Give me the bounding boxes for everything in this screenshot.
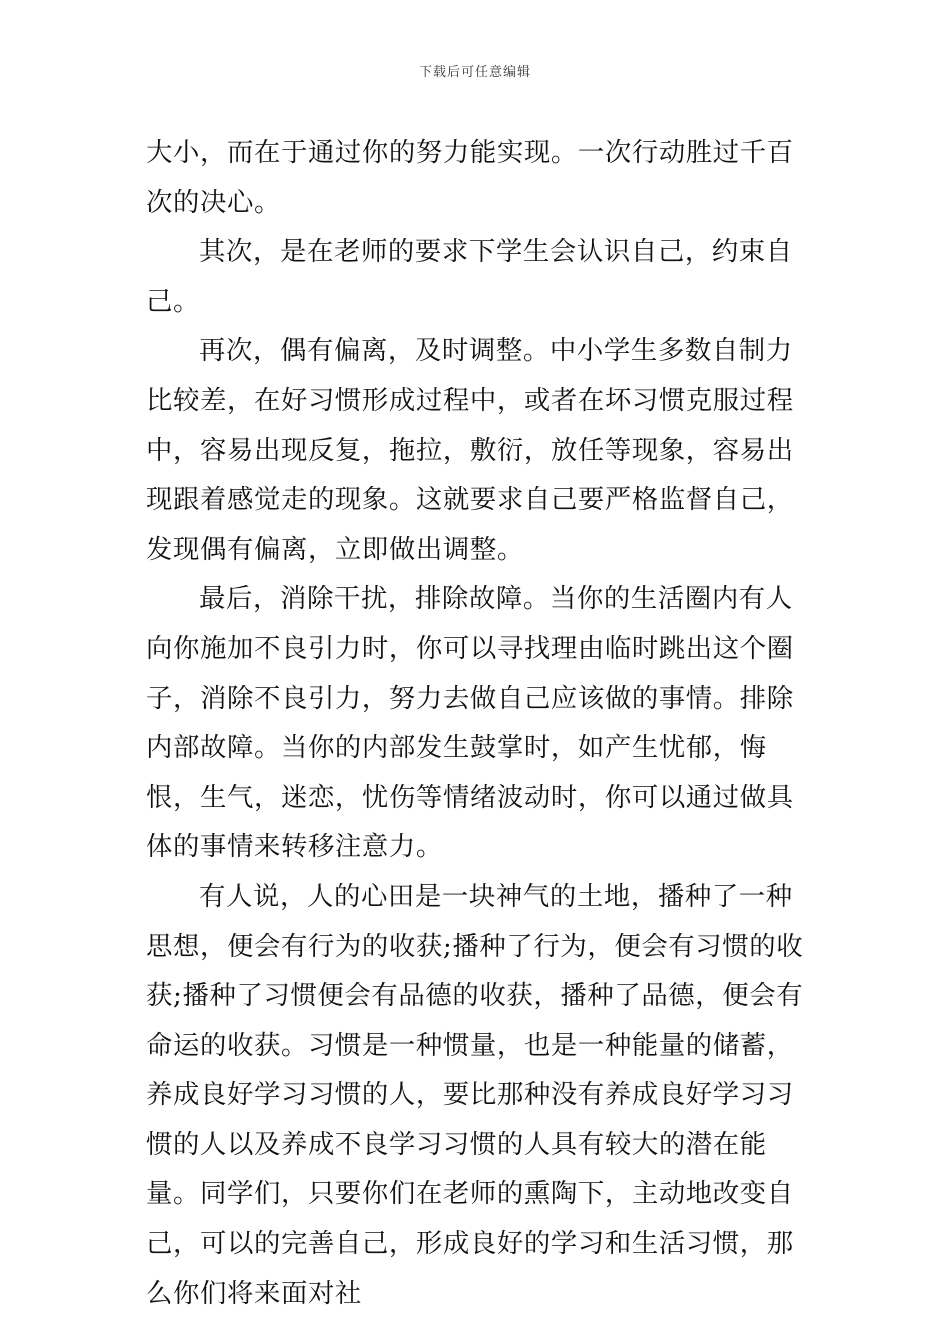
paragraph: 其次，是在老师的要求下学生会认识自己，约束自己。: [146, 236, 793, 317]
document-body: [146, 128, 808, 1318]
paragraph: 大小，而在于通过你的努力能实现。一次行动胜过千百次的决心。: [146, 137, 794, 218]
paragraph: 最后，消除干扰，排除故障。当你的生活圈内有人向你施加不良引力时，你可以寻找理由临时跳出这个圈子，消除不良引力，努力去做自己应该做的事情。排除内部故障。当你的内部发生鼓掌时，如产生忧郁，悔恨，生气，迷恋，忧伤等情绪波动时，你可以通过做具体的事情来转移注意力。: [146, 583, 794, 863]
paragraph: 有人说，人的心田是一块神气的土地，播种了一种思想，便会有行为的收获;播种了行为，便会有习惯的收获;播种了习惯便会有品德的收获，播种了品德，便会有命运的收获。习惯是一种惯量，也是一种能量的储蓄，养成良好学习习惯的人，要比那种没有养成良好学习习惯的人以及养成不良学习习惯的人具有较大的潜在能量。同学们，只要你们在老师的熏陶下，主动地改变自己，可以的完善自己，形成良好的学习和生活习惯，那么你们将来面对社: [146, 880, 804, 1309]
page-header: 下载后可任意编辑: [418, 65, 531, 80]
paragraph: 再次，偶有偏离，及时调整。中小学生多数自制力比较差，在好习惯形成过程中，或者在坏习惯克服过程中，容易出现反复，拖拉，敷衍，放任等现象，容易出现跟着感觉走的现象。这就要求自己要严格监督自己，发现偶有偏离，立即做出调整。: [146, 335, 794, 565]
